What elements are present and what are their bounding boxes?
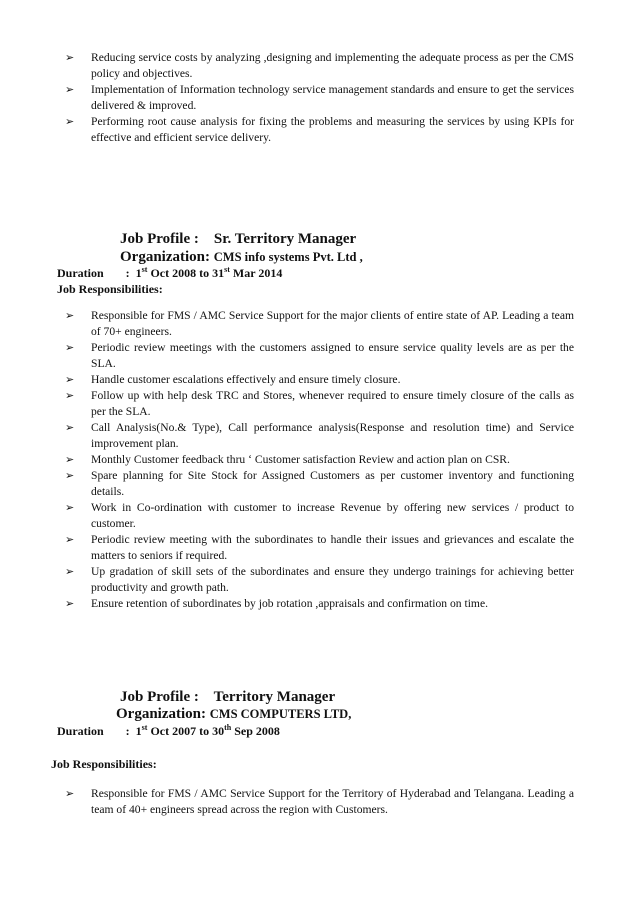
arrow-bullet-icon: ➢: [65, 309, 75, 322]
duration-end-suffix: st: [224, 265, 230, 274]
job2-duration: [57, 723, 280, 739]
intro-bullet-list: [64, 50, 574, 146]
job1-responsibilities-label: Job Responsibilities:: [57, 282, 163, 296]
job1-profile: [120, 231, 356, 248]
arrow-bullet-icon: ➢: [65, 389, 75, 402]
duration-start-rest: Oct 2007 to 30: [147, 724, 225, 738]
job2-bullet-list: [64, 786, 574, 818]
arrow-bullet-icon: ➢: [65, 453, 75, 466]
list-item: [64, 532, 574, 564]
organization-value: CMS info systems Pvt. Ltd ,: [213, 250, 363, 264]
arrow-bullet-icon: ➢: [65, 565, 75, 578]
list-item: [64, 468, 574, 500]
bullet-text: Ensure retention of subordinates by job rotation ,appraisals and confirmation on time.: [91, 597, 488, 610]
list-item: [64, 500, 574, 532]
list-item: [64, 308, 574, 340]
list-item: [64, 50, 574, 82]
arrow-bullet-icon: ➢: [65, 533, 75, 546]
organization-value: CMS COMPUTERS LTD,: [209, 707, 352, 721]
list-item: [64, 786, 574, 818]
duration-start-rest: Oct 2008 to 31: [147, 266, 225, 280]
organization-label: Organization:: [116, 706, 206, 722]
arrow-bullet-icon: ➢: [65, 115, 75, 128]
bullet-text: Responsible for FMS / AMC Service Support for the major clients of entire state of AP. Leading a team of 70+ engineers.: [91, 309, 574, 338]
list-item: [64, 340, 574, 372]
bullet-text: Reducing service costs by analyzing ,designing and implementing the adequate process as per the CMS policy and objectives.: [91, 51, 574, 80]
job-profile-label: Job Profile :: [120, 689, 199, 705]
list-item: [64, 114, 574, 146]
bullet-text: Handle customer escalations effectively and ensure timely closure.: [91, 373, 401, 386]
duration-end-suffix: th: [224, 723, 232, 732]
duration-separator: :: [125, 724, 130, 738]
duration-end-rest: Sep 2008: [231, 724, 280, 738]
duration-start-suffix: st: [141, 265, 148, 274]
arrow-bullet-icon: ➢: [65, 341, 75, 354]
arrow-bullet-icon: ➢: [65, 373, 75, 386]
job-profile-value: Territory Manager: [213, 689, 336, 705]
bullet-text: Spare planning for Site Stock for Assigned Customers as per customer inventory and functioning details.: [91, 469, 574, 498]
duration-start-suffix: st: [141, 723, 148, 732]
list-item: [64, 82, 574, 114]
duration-start-day: 1: [135, 724, 142, 738]
bullet-text: Call Analysis(No.& Type), Call performance analysis(Response and resolution time) and Service improvement plan.: [91, 421, 574, 450]
bullet-text: Periodic review meetings with the customers assigned to ensure service quality levels are as per the SLA.: [91, 341, 574, 370]
job2-organization: [116, 706, 351, 723]
list-item: [64, 564, 574, 596]
bullet-text: Monthly Customer feedback thru ‘ Customer satisfaction Review and action plan on CSR.: [91, 453, 510, 466]
bullet-text: Performing root cause analysis for fixing the problems and measuring the services by using KPIs for effective and efficient service delivery.: [91, 115, 574, 144]
bullet-text: Follow up with help desk TRC and Stores, whenever required to ensure timely closure of the calls as per the SLA.: [91, 389, 574, 418]
arrow-bullet-icon: ➢: [65, 83, 75, 96]
list-item: [64, 596, 574, 612]
duration-separator: :: [125, 266, 130, 280]
job2-responsibilities-label: Job Responsibilities:: [51, 757, 157, 771]
duration-label: Duration: [57, 266, 104, 280]
job1-bullet-list: [64, 308, 574, 612]
bullet-text: Implementation of Information technology service management standards and ensure to get the services delivered & improved.: [91, 83, 574, 112]
job1-duration: [57, 265, 282, 281]
arrow-bullet-icon: ➢: [65, 469, 75, 482]
job-profile-label: Job Profile :: [120, 231, 199, 247]
arrow-bullet-icon: ➢: [65, 421, 75, 434]
duration-end-rest: Mar 2014: [229, 266, 283, 280]
bullet-text: Up gradation of skill sets of the subordinates and ensure they undergo trainings for achieving better productivity and growth path.: [91, 565, 574, 594]
bullet-text: Periodic review meeting with the subordinates to handle their issues and grievances and escalate the matters to seniors if required.: [91, 533, 574, 562]
job-profile-value: Sr. Territory Manager: [213, 231, 357, 247]
job2-profile: [120, 689, 335, 706]
arrow-bullet-icon: ➢: [65, 597, 75, 610]
duration-start-day: 1: [135, 266, 142, 280]
list-item: [64, 372, 574, 388]
duration-label: Duration: [57, 724, 104, 738]
arrow-bullet-icon: ➢: [65, 501, 75, 514]
bullet-text: Work in Co-ordination with customer to increase Revenue by offering new services / product to customer.: [91, 501, 574, 530]
list-item: [64, 420, 574, 452]
arrow-bullet-icon: ➢: [65, 51, 75, 64]
list-item: [64, 452, 574, 468]
arrow-bullet-icon: ➢: [65, 787, 75, 800]
bullet-text: Responsible for FMS / AMC Service Support for the Territory of Hyderabad and Telangana. Leading a team of 40+ engineers spread across the region with Customers.: [91, 787, 574, 816]
list-item: [64, 388, 574, 420]
job1-organization: [120, 249, 363, 266]
organization-label: Organization:: [120, 249, 210, 265]
